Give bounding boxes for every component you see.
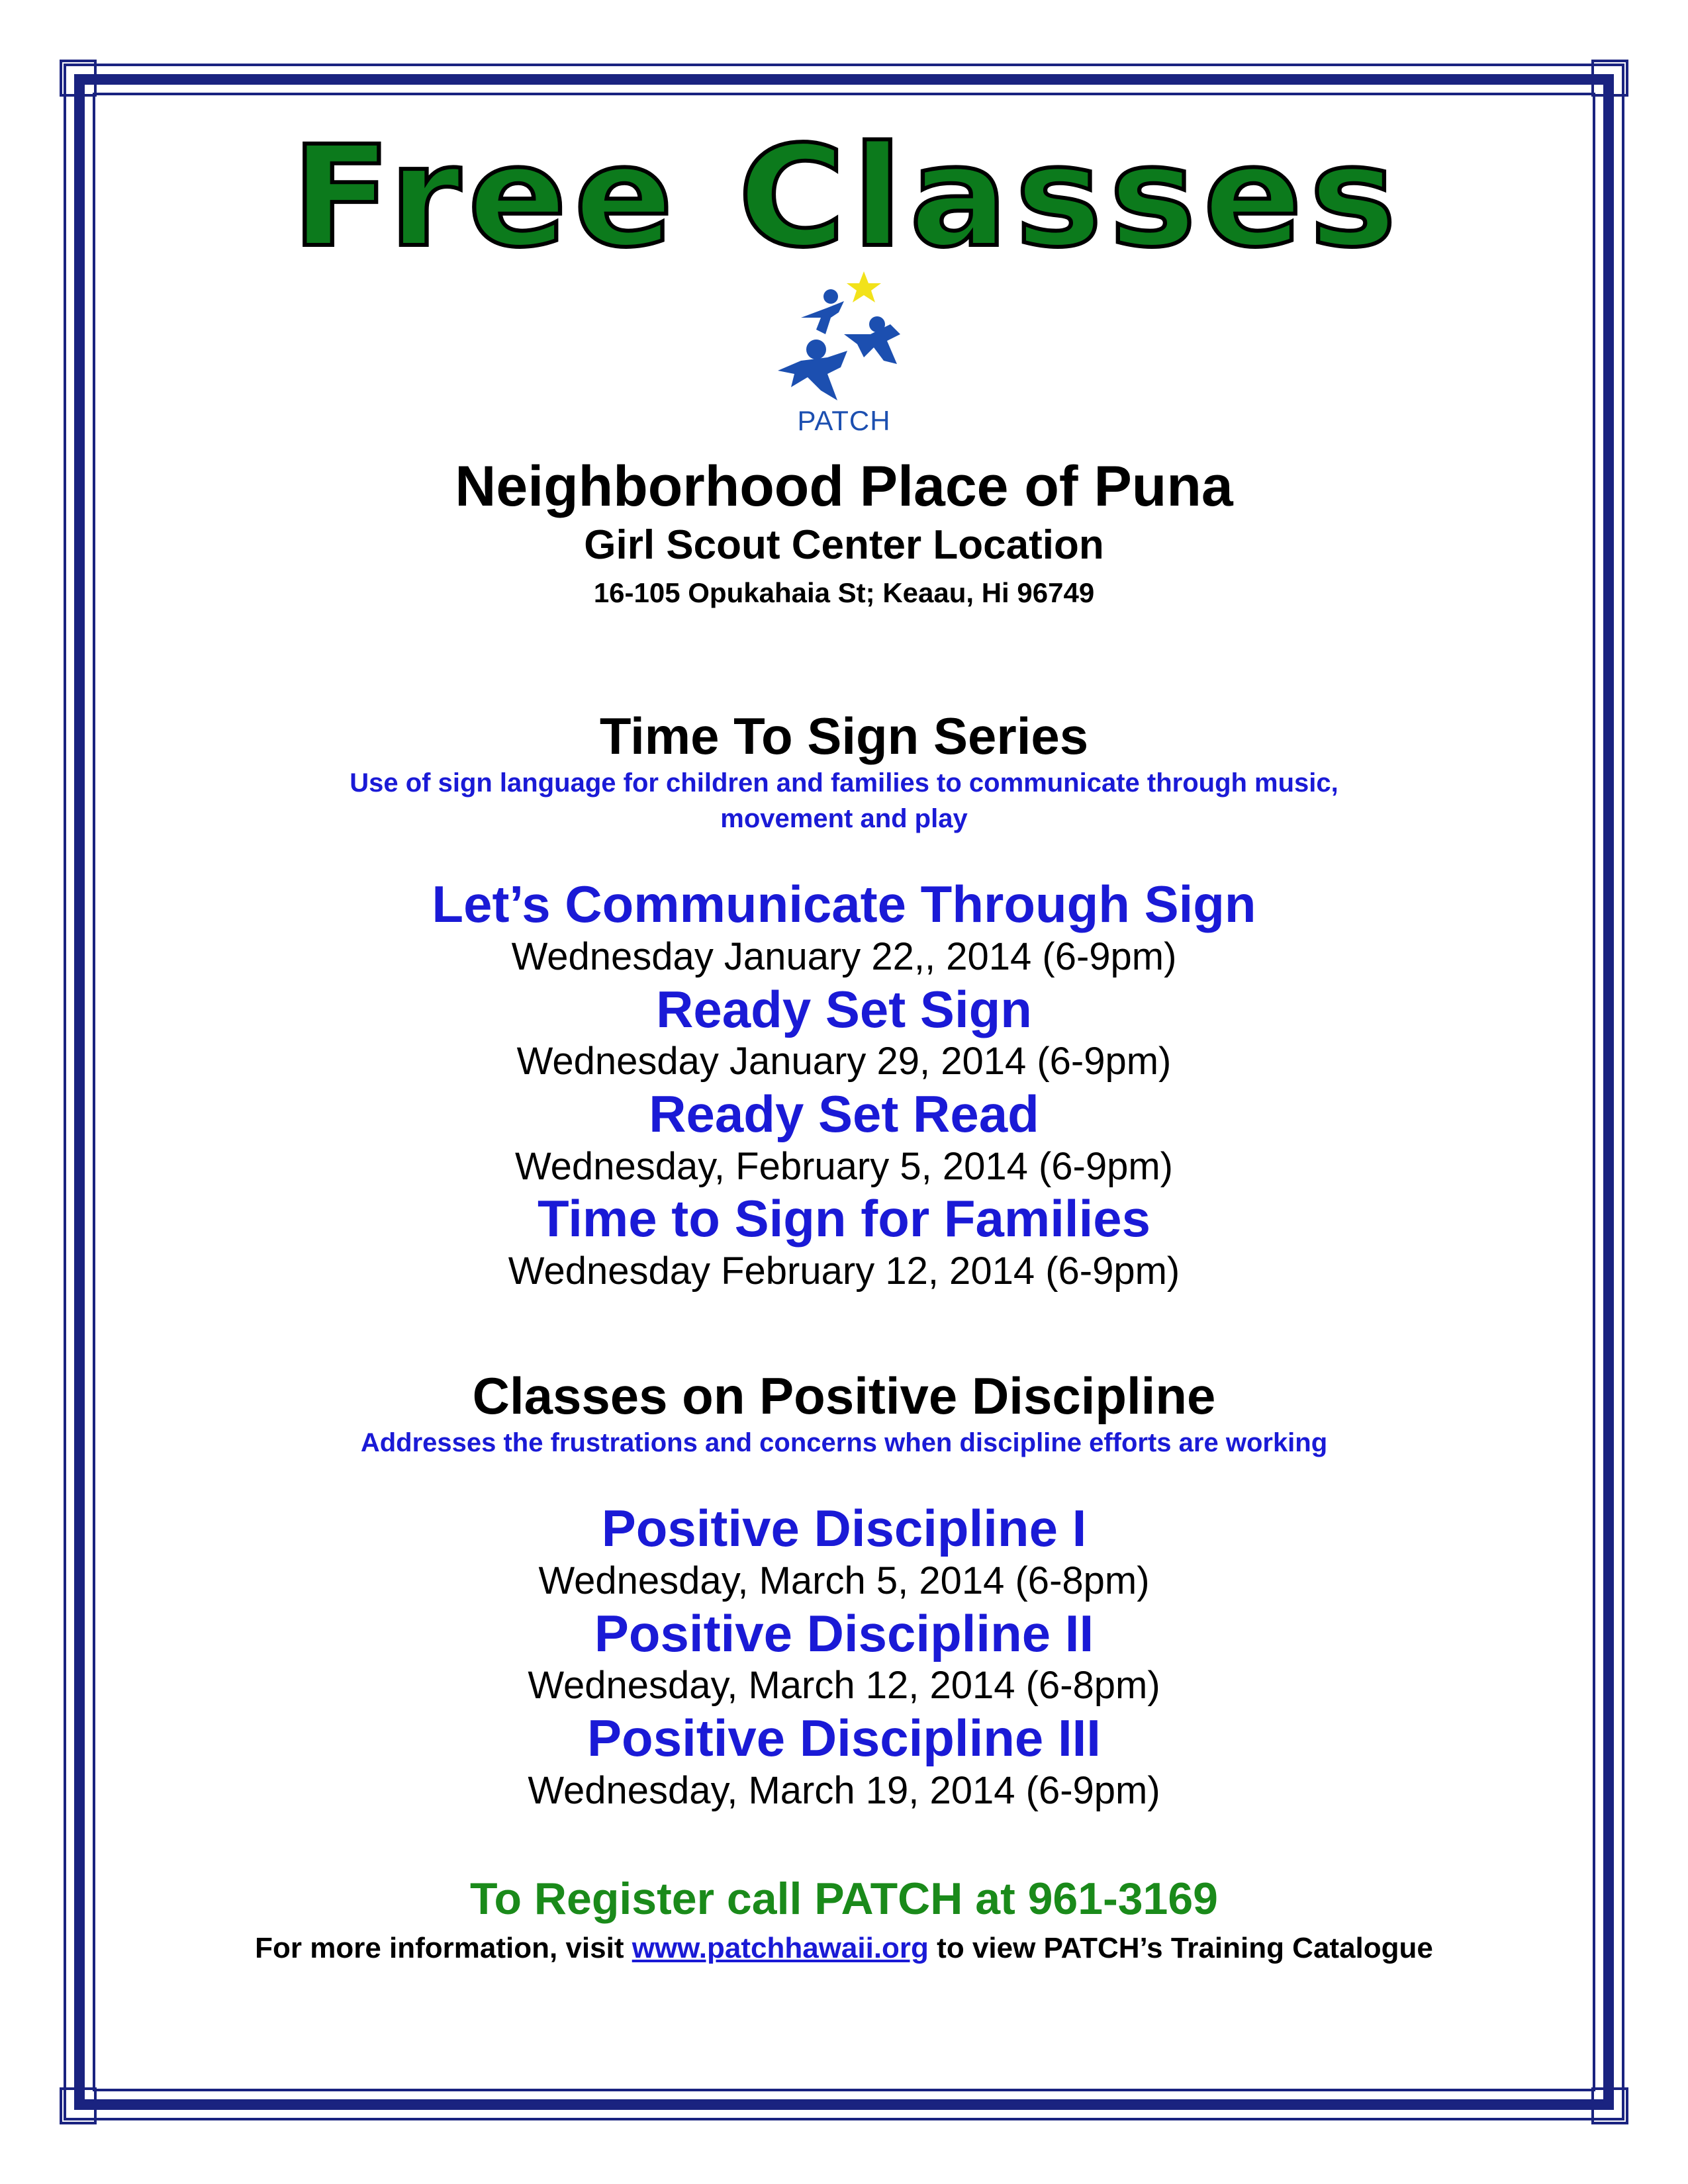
star-icon <box>847 271 881 302</box>
venue-name: Neighborhood Place of Puna <box>455 455 1233 518</box>
venue-address: 16-105 Opukahaia St; Keaau, Hi 96749 <box>593 577 1095 609</box>
flyer-content <box>106 99 1582 1965</box>
class-item <box>106 1710 1582 1815</box>
class-name: Time to Sign for Families <box>537 1189 1151 1248</box>
class-date: Wednesday January 22,, 2014 (6-9pm) <box>511 935 1177 979</box>
class-item <box>106 981 1582 1086</box>
more-info <box>106 1932 1582 1965</box>
class-name: Positive Discipline II <box>594 1604 1094 1662</box>
discipline-description: Addresses the frustrations and concerns when discipline efforts are working <box>360 1428 1328 1458</box>
border-corner <box>60 60 97 97</box>
class-name: Let’s Communicate Through Sign <box>432 875 1256 934</box>
border-corner <box>60 2087 97 2124</box>
venue-location: Girl Scout Center Location <box>584 522 1104 569</box>
series-description <box>106 765 1582 837</box>
class-item <box>106 876 1582 981</box>
class-name: Ready Set Read <box>649 1084 1039 1143</box>
discipline-title: Classes on Positive Discipline <box>472 1367 1216 1426</box>
title-banner <box>106 99 1582 271</box>
register-call: To Register call PATCH at 961-3169 <box>470 1874 1218 1925</box>
class-date: Wednesday January 29, 2014 (6-9pm) <box>516 1040 1172 1083</box>
patch-logo <box>765 271 923 437</box>
class-name: Ready Set Sign <box>656 979 1032 1038</box>
border-corner <box>1591 2087 1628 2124</box>
patch-logo-icon <box>765 271 923 404</box>
class-date: Wednesday, March 5, 2014 (6-8pm) <box>538 1559 1150 1603</box>
class-item <box>106 1191 1582 1295</box>
class-date: Wednesday, March 19, 2014 (6-9pm) <box>528 1768 1160 1812</box>
class-name: Positive Discipline III <box>587 1708 1101 1767</box>
logo-label: PATCH <box>797 405 891 436</box>
class-date: Wednesday, March 12, 2014 (6-8pm) <box>528 1664 1160 1707</box>
class-name: Positive Discipline I <box>601 1499 1087 1558</box>
more-info-prefix: For more information, visit <box>255 1931 632 1964</box>
series-description-line: Use of sign language for children and families to communicate through music, <box>350 768 1338 798</box>
website-link[interactable]: www.patchhawaii.org <box>632 1931 929 1964</box>
class-item <box>106 1500 1582 1605</box>
series-description-line: movement and play <box>720 804 968 834</box>
class-date: Wednesday February 12, 2014 (6-9pm) <box>508 1249 1180 1293</box>
border-corner <box>1591 60 1628 97</box>
more-info-suffix: to view PATCH’s Training Catalogue <box>928 1931 1433 1964</box>
title-wordart <box>285 113 1410 271</box>
class-item <box>106 1086 1582 1191</box>
title-text: Free Classes <box>291 116 1403 271</box>
series-title: Time To Sign Series <box>599 707 1089 766</box>
class-date: Wednesday, February 5, 2014 (6-9pm) <box>514 1144 1173 1188</box>
class-item <box>106 1606 1582 1710</box>
